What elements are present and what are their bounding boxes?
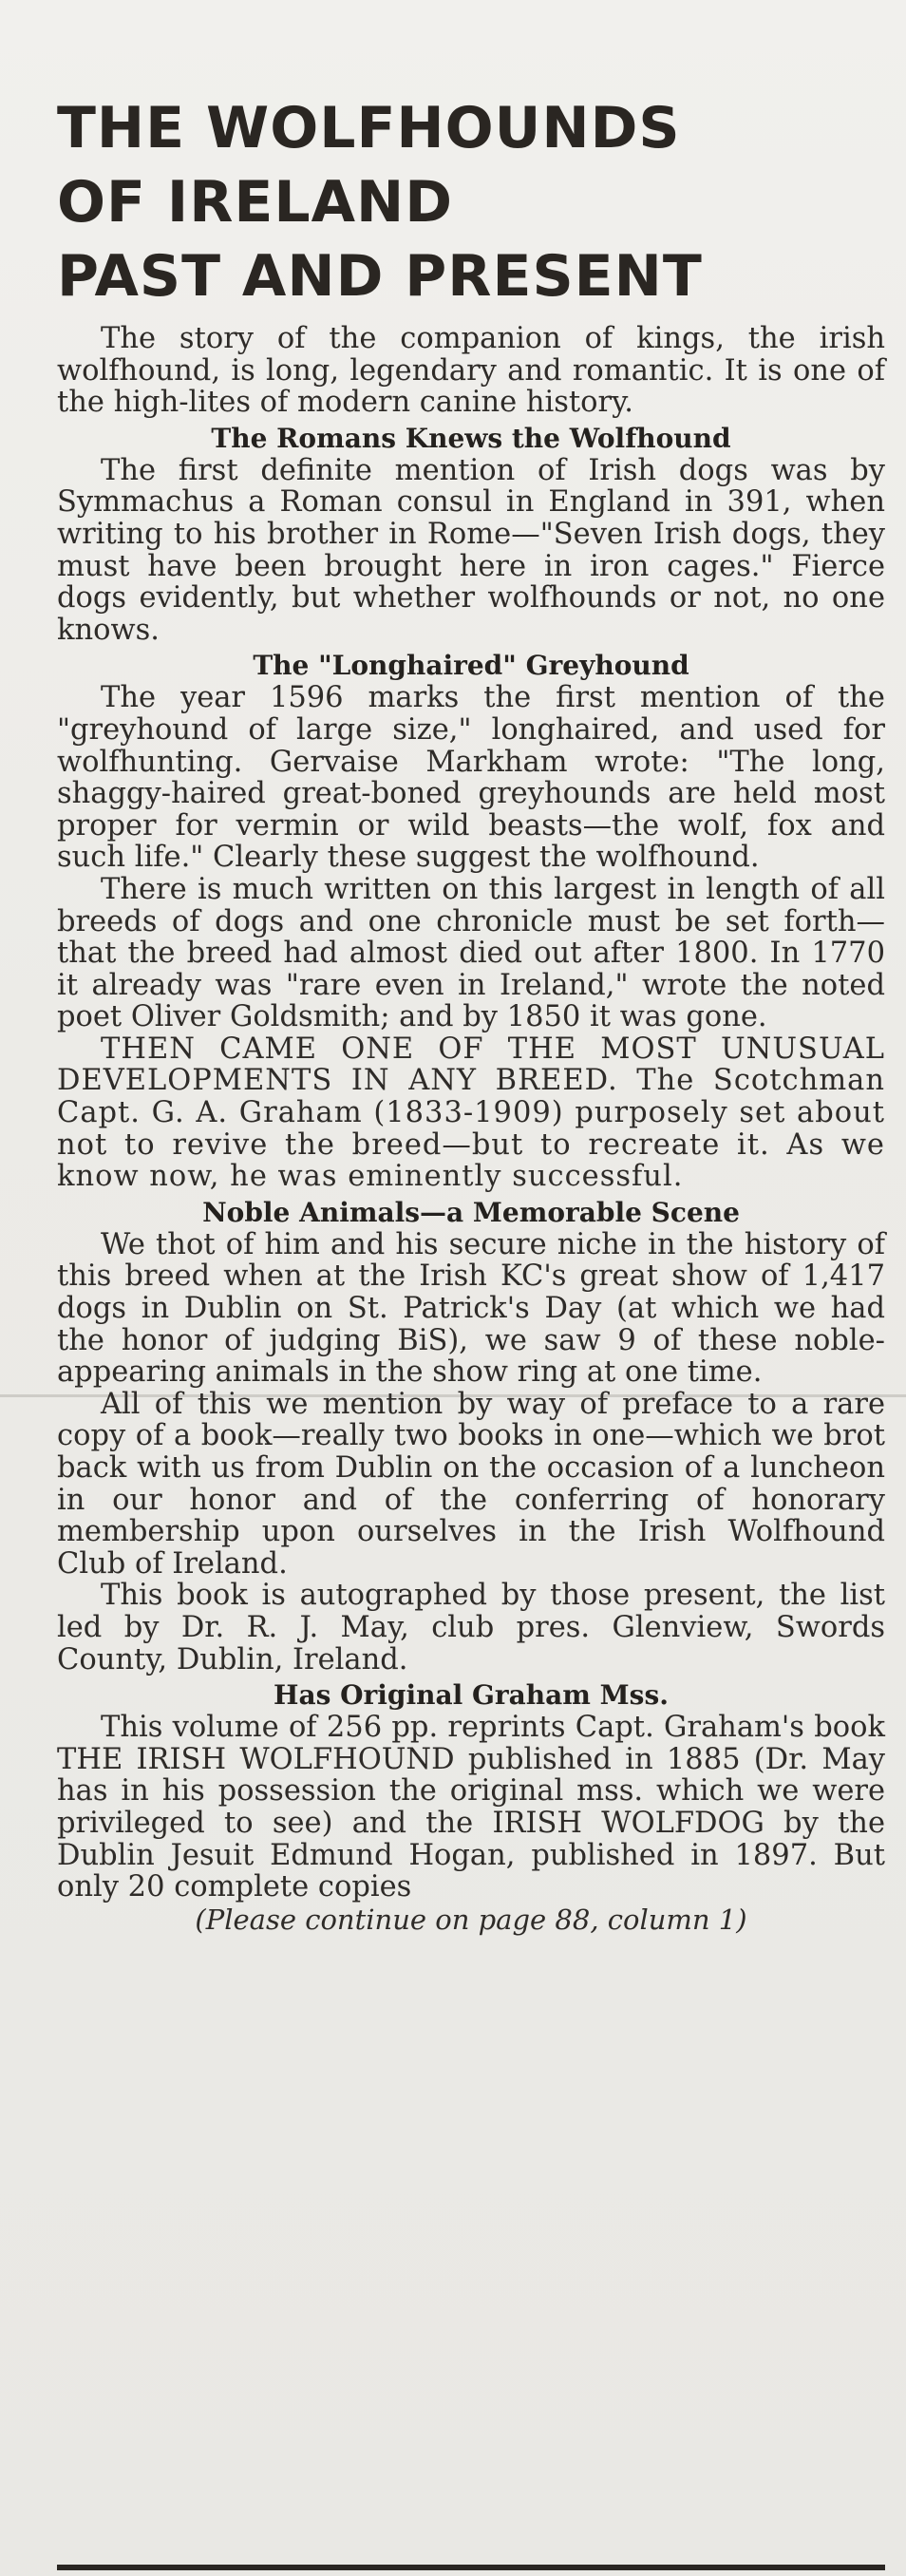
subhead-graham-mss: Has Original Graham Mss. bbox=[274, 1679, 669, 1712]
subhead-noble-animals: Noble Animals—a Memorable Scene bbox=[202, 1196, 740, 1228]
paragraph-graham: This volume of 256 pp. reprints Capt. Graham's book THE IRISH WOLFHOUND published in 1885 (Dr. May has in his possession the original mss. which we were privileged to see) and the IRISH WOLFDOG by the Dublin Jesuit Edmund Hogan, published in 1897. But only 20 complete copies bbox=[57, 1711, 885, 1904]
paragraph-noble-1: We thot of him and his secure niche in the history of this breed when at the Irish KC's great show of 1,417 dogs in Dublin on St. Patrick's Day (at which we had the honor of judging BiS), we saw 9 of these noble-appearing animals in the show ring at one time. bbox=[57, 1227, 885, 1390]
subhead-longhaired: The "Longhaired" Greyhound bbox=[253, 650, 689, 682]
article-headline bbox=[57, 91, 885, 313]
paragraph-longhaired-1: The year 1596 marks the first mention of the "greyhound of large size," longhaired, and used for wolfhunting. Gervaise Markham wrote: "The long, shaggy-haired great-boned greyhounds are held most proper for vermin or wild beasts—the wolf, fox and such life." Clearly these suggest the wolfhound. bbox=[57, 681, 885, 875]
continuation-note: (Please continue on page 88, column 1) bbox=[195, 1903, 747, 1936]
headline-line-1: THE WOLFHOUNDS bbox=[57, 95, 681, 161]
subhead-romans: The Romans Knews the Wolfhound bbox=[211, 422, 731, 454]
paragraph-noble-2: All of this we mention by way of preface to a rare copy of a book—really two books in one—which we brot back with us from Dublin on the occasion of a luncheon in our honor and of the conferring of honorary membership upon ourselves in the Irish Wolfhound Club of Ireland. bbox=[57, 1387, 885, 1581]
paragraph-noble-3: This book is autographed by those present, the list led by Dr. R. J. May, club pres. Glenview, Swords County, Dublin, Ireland. bbox=[57, 1579, 885, 1676]
intro-paragraph: The story of the companion of kings, the irish wolfhound, is long, legendary and romantic. It is one of the high-lites of modern canine history. bbox=[57, 322, 885, 420]
paragraph-longhaired-2: There is much written on this largest in length of all breeds of dogs and one chronicle must be set forth—that the breed had almost died out after 1800. In 1770 it already was "rare even in Ireland," wrote the noted poet Oliver Goldsmith; and by 1850 it was gone. bbox=[57, 872, 885, 1034]
paragraph-longhaired-3: THEN CAME ONE OF THE MOST UNUSUAL DEVELOPMENTS IN ANY BREED. The Scotchman Capt. G. A. Graham (1833-1909) purposely set about not to revive the breed—but to recreate it. As we know now, he was eminently successful. bbox=[57, 1032, 885, 1194]
headline-line-3: PAST AND PRESENT bbox=[57, 243, 703, 310]
article-column bbox=[57, 91, 885, 1936]
bottom-rule bbox=[57, 2565, 885, 2570]
paragraph-romans: The first definite mention of Irish dogs was by Symmachus a Roman consul in England in 391, when writing to his brother in Rome—"Seven Irish dogs, they must have been brought here in iron cages." Fierce dogs evidently, but whether wolfhounds or not, no one knows. bbox=[57, 453, 885, 647]
headline-line-2: OF IRELAND bbox=[57, 169, 454, 236]
